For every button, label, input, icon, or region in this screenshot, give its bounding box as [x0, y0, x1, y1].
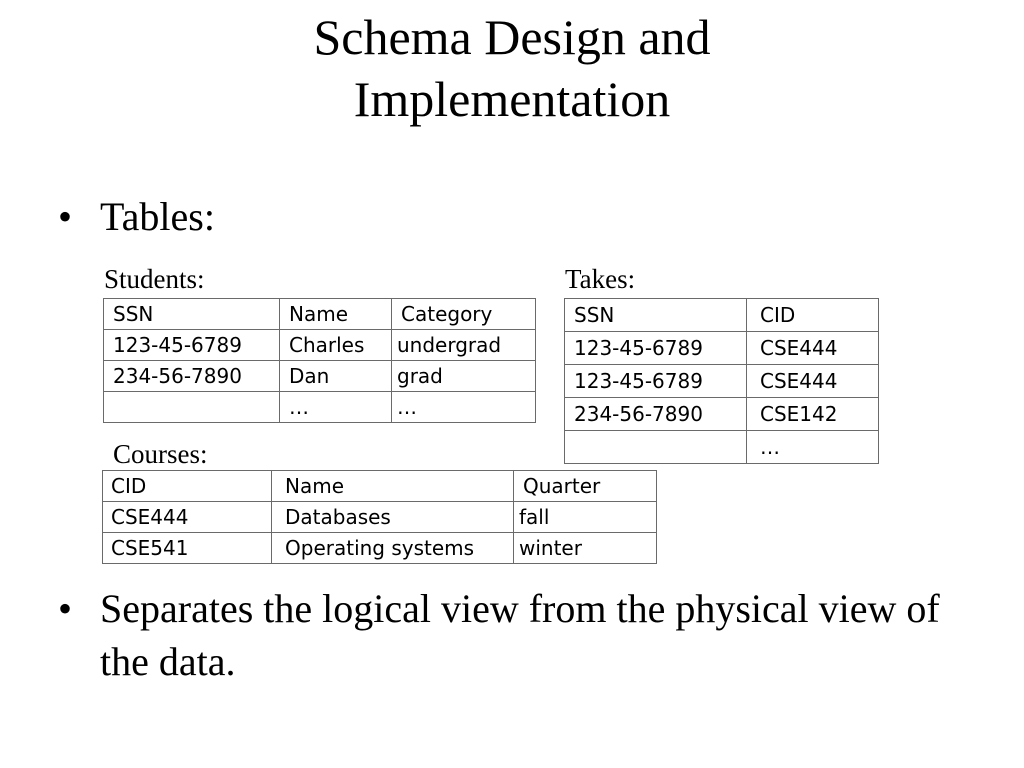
table-cell: CSE444 [747, 332, 879, 365]
table-header-row [565, 299, 879, 332]
table-cell: 234-56-7890 [104, 361, 280, 392]
table-cell: CSE142 [747, 398, 879, 431]
table-header-cell: CID [103, 471, 272, 502]
table-row [565, 332, 879, 365]
table-cell: … [747, 431, 879, 464]
table-cell: Charles [280, 330, 392, 361]
table-cell: Databases [272, 502, 514, 533]
table-cell: CSE444 [103, 502, 272, 533]
table-cell: winter [514, 533, 657, 564]
takes-table-label: Takes: [565, 264, 636, 294]
table-header-row [103, 471, 657, 502]
table-cell: 123-45-6789 [104, 330, 280, 361]
table-header-cell: Category [392, 299, 536, 330]
table-cell: undergrad [392, 330, 536, 361]
table-row [565, 431, 879, 464]
bullet-item [58, 190, 858, 243]
table-cell: CSE444 [747, 365, 879, 398]
table-cell: Operating systems [272, 533, 514, 564]
courses-table-label: Courses: [113, 439, 208, 469]
table-cell [104, 392, 280, 423]
table-header-cell: CID [747, 299, 879, 332]
table-row [103, 533, 657, 564]
table-cell: grad [392, 361, 536, 392]
table-cell: CSE541 [103, 533, 272, 564]
bullet-item [58, 582, 958, 688]
bullet-text: Separates the logical view from the physical view of the data. [100, 586, 940, 684]
table-row [104, 361, 536, 392]
table-cell: 234-56-7890 [565, 398, 747, 431]
table-cell: … [280, 392, 392, 423]
table-header-row [104, 299, 536, 330]
slide-title-line-1: Schema Design and [313, 9, 711, 65]
bullet-text: Tables: [100, 194, 215, 239]
table-header-cell: Name [272, 471, 514, 502]
table-header-cell: SSN [104, 299, 280, 330]
table-row [104, 330, 536, 361]
courses-table [102, 470, 657, 564]
table-header-cell: Quarter [514, 471, 657, 502]
takes-table [564, 298, 879, 464]
table-header-cell: SSN [565, 299, 747, 332]
table-row [104, 392, 536, 423]
table-cell: fall [514, 502, 657, 533]
table-cell: Dan [280, 361, 392, 392]
table-row [565, 365, 879, 398]
table-cell: … [392, 392, 536, 423]
table-cell: 123-45-6789 [565, 332, 747, 365]
students-table-label: Students: [104, 264, 205, 294]
students-table [103, 298, 536, 423]
table-row [103, 502, 657, 533]
table-cell: 123-45-6789 [565, 365, 747, 398]
slide-title-line-2: Implementation [353, 71, 671, 127]
slide-title [0, 6, 1024, 130]
table-header-cell: Name [280, 299, 392, 330]
table-cell [565, 431, 747, 464]
bullet-icon: • [58, 194, 73, 239]
bullet-icon: • [58, 586, 73, 631]
table-row [565, 398, 879, 431]
